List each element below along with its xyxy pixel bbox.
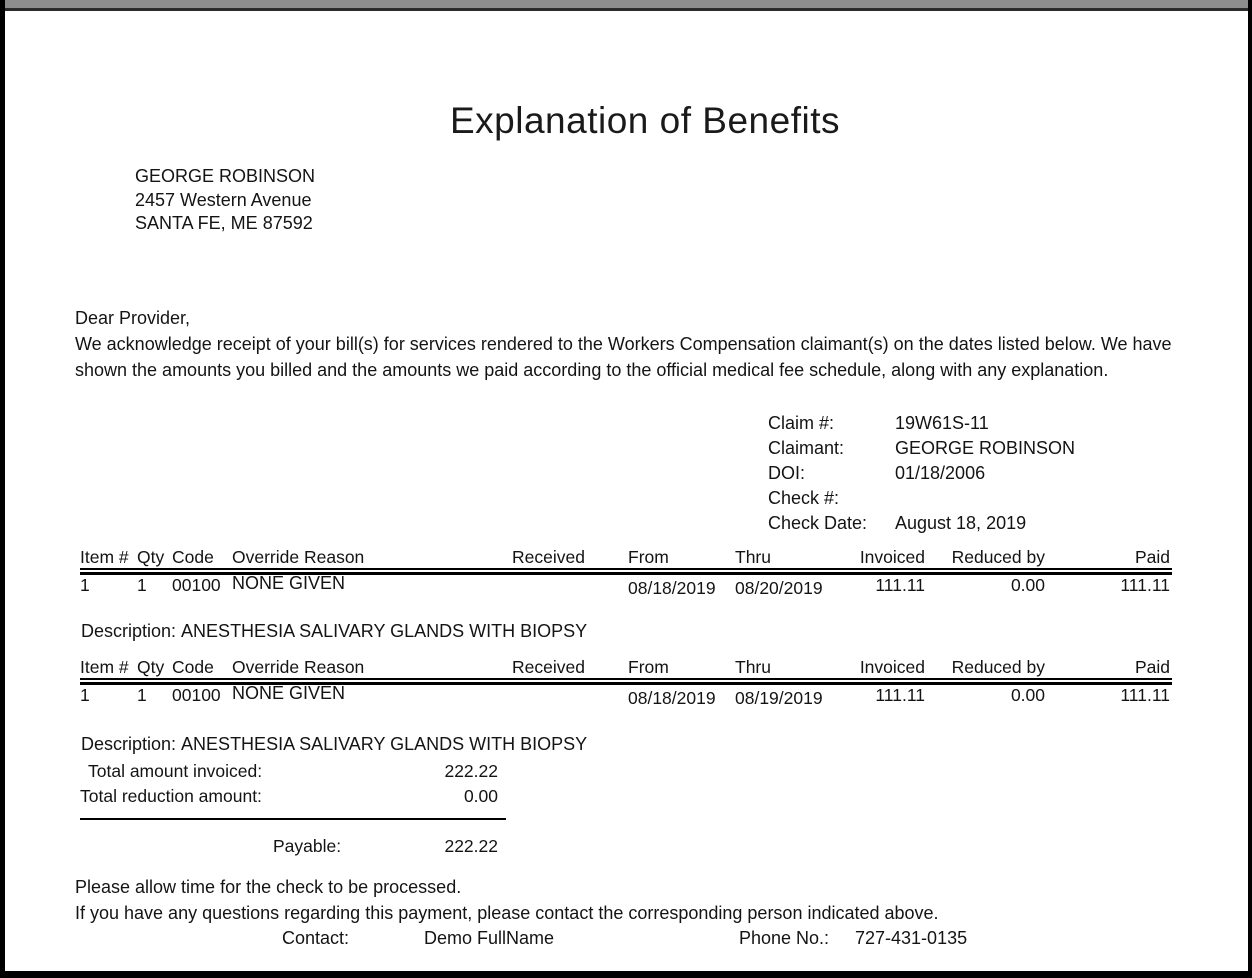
recipient-name: GEORGE ROBINSON [135,166,316,186]
col-header-code: Code [172,657,214,677]
cell-paid: 111.11 [1120,575,1170,595]
cell-override-reason: NONE GIVEN [232,683,346,703]
check-number-label: Check #: [768,488,840,508]
total-reduction-row [80,784,506,809]
doi-label: DOI: [768,463,806,483]
cell-from-date: 08/18/2019 [628,578,716,598]
col-header-invoiced: Invoiced [859,547,925,567]
cell-item-number: 1 [80,685,90,705]
recipient-street: 2457 Western Avenue [135,189,312,210]
total-reduction-value: 0.00 [463,786,498,806]
description-line-1 [81,621,587,642]
table-row [80,683,1172,708]
cell-override-reason: NONE GIVEN [232,573,346,593]
col-header-qty: Qty [137,657,165,677]
phone-label: Phone No.: [739,928,830,948]
doi-value: 01/18/2006 [895,463,986,483]
claim-number-value: 19W61S-11 [895,413,989,433]
header-rule-thin [80,678,1172,680]
col-header-qty: Qty [137,547,165,567]
col-header-thru: Thru [735,657,771,677]
total-invoiced-label: Total amount invoiced: [88,761,263,781]
col-header-paid: Paid [1134,547,1170,567]
contact-name: Demo FullName [424,928,555,948]
col-header-from: From [628,657,669,677]
col-header-paid: Paid [1134,657,1170,677]
footer-block [75,875,1210,952]
cell-thru-date: 08/20/2019 [735,578,823,598]
claim-number-label: Claim #: [768,413,835,433]
claimant-row [768,436,1075,461]
col-header-override: Override Reason [232,547,365,567]
cell-item-number: 1 [80,575,90,595]
totals-divider [80,818,506,820]
col-gap [576,658,628,677]
letter-body [75,305,1207,383]
col-header-item: Item # [80,657,129,677]
col-header-invoiced: Invoiced [859,657,925,677]
recipient-address-block [135,165,315,236]
page-title: Explanation of Benefits [450,100,840,141]
table-row [80,573,1172,598]
cell-from-date: 08/18/2019 [628,688,716,708]
payable-row [80,834,506,859]
check-date-row [768,511,1075,536]
table-header-row [80,548,1172,567]
cell-qty: 1 [137,575,147,595]
description-line-2 [81,734,587,755]
col-header-override: Override Reason [232,657,365,677]
totals-block [80,759,506,859]
cell-code: 00100 [172,685,221,705]
contact-row-spacer [75,926,282,952]
cell-received [512,576,576,595]
cell-reduced-by: 0.00 [1010,575,1045,595]
col-header-from: From [628,547,669,567]
cell-invoiced: 111.11 [875,575,925,595]
window-top-edge [5,0,1248,11]
check-number-row [768,486,1075,511]
total-invoiced-row [80,759,506,784]
doi-row [768,461,1075,486]
table-header-row [80,658,1172,677]
recipient-city-state-zip: SANTA FE, ME 87592 [135,213,313,233]
cell-code: 00100 [172,575,221,595]
claimant-value: GEORGE ROBINSON [895,438,1076,458]
col-header-reduced: Reduced by [951,547,1045,567]
payable-label: Payable: [273,836,342,856]
cell-received [512,686,576,705]
footer-line-1: Please allow time for the check to be processed. [75,877,462,897]
total-reduction-label: Total reduction amount: [80,786,262,806]
footer-line-2: If you have any questions regarding this payment, please contact the corresponding person indicated above. [75,902,939,923]
col-gap [576,686,628,705]
description-label: Description: [81,621,177,641]
claimant-label: Claimant: [768,438,845,458]
col-header-code: Code [172,547,214,567]
header-rule-thin [80,568,1172,570]
col-header-thru: Thru [735,547,771,567]
col-header-received: Received [512,657,585,677]
description-text: ANESTHESIA SALIVARY GLANDS WITH BIOPSY [181,734,588,754]
col-header-item: Item # [80,547,129,567]
check-date-label: Check Date: [768,513,868,533]
description-label: Description: [81,734,177,754]
line-item-table-1 [80,547,1172,598]
cell-invoiced: 111.11 [875,685,925,705]
line-item-table-2 [80,657,1172,708]
cell-qty: 1 [137,685,147,705]
cell-paid: 111.11 [1120,685,1170,705]
col-gap [576,576,628,595]
contact-label: Contact: [282,928,350,948]
letter-paragraph: We acknowledge receipt of your bill(s) for services rendered to the Workers Compensation claimant(s) on the dates listed below. We have shown the amounts you billed and the amounts we paid according to the official medical fee schedule, along with any explanation. [75,334,1172,380]
col-gap [576,548,628,567]
payable-value: 222.22 [444,836,498,856]
claim-info-block [768,411,1075,536]
phone-value: 727-431-0135 [855,928,968,948]
salutation: Dear Provider, [75,308,191,328]
total-invoiced-value: 222.22 [444,761,498,781]
claim-number-row [768,411,1075,436]
cell-thru-date: 08/19/2019 [735,688,823,708]
col-header-received: Received [512,547,585,567]
description-text: ANESTHESIA SALIVARY GLANDS WITH BIOPSY [181,621,588,641]
contact-row [75,926,1210,952]
col-header-reduced: Reduced by [951,657,1045,677]
check-date-value: August 18, 2019 [895,513,1027,533]
cell-reduced-by: 0.00 [1010,685,1045,705]
